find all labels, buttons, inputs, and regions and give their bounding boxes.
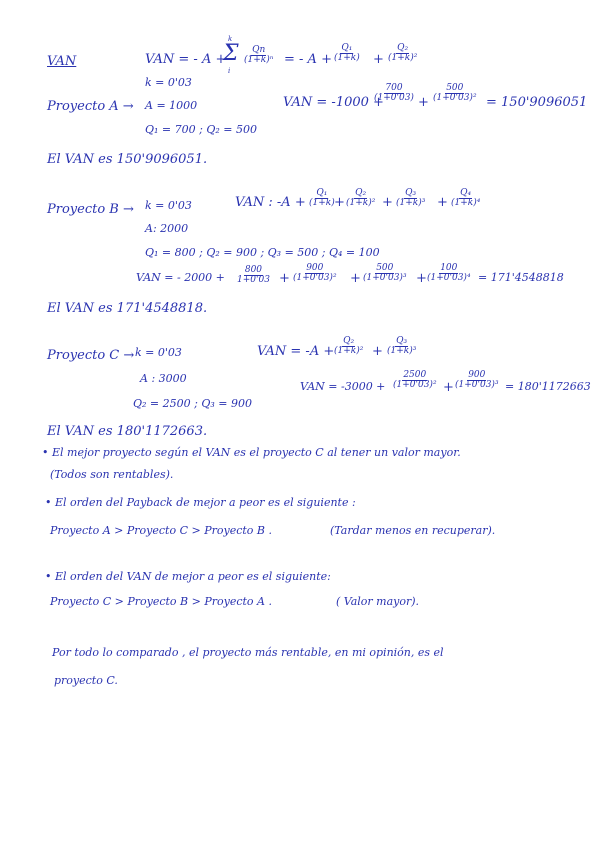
project-a-conclusion: El VAN es 150'9096051.	[47, 152, 208, 167]
plus-sign: +	[382, 195, 393, 210]
project-c-formula-frac-3-den: (1+k)³	[387, 346, 417, 357]
formula-fraction-1	[333, 44, 361, 64]
project-a-fraction-1-den: (1+0'03)	[374, 93, 414, 104]
project-b-fraction-3	[362, 264, 408, 284]
project-b-formula-frac-1-num: Q₁	[316, 188, 328, 198]
project-c-investment: A : 3000	[140, 372, 187, 385]
project-a-cashflows: Q₁ = 700 ; Q₂ = 500	[145, 123, 257, 136]
project-c-van-lhs: VAN = -3000 +	[300, 380, 386, 393]
project-b-fraction-2-num: 900	[306, 263, 324, 273]
project-c-formula-frac-3-num: Q₃	[396, 336, 408, 346]
formula-fraction-1-den: (1+k)	[334, 53, 360, 64]
project-b-formula-frac-2-den: (1+k)²	[346, 198, 376, 209]
project-c-formula-frac-2-den: (1+k)²	[334, 346, 364, 357]
project-b-formula-frac-1-den: (1+k)	[309, 198, 335, 209]
sum-denominator: (1+k)ⁿ	[244, 55, 274, 66]
plus-sign: +	[418, 95, 429, 110]
project-c-formula-lhs: VAN = -A +	[257, 344, 335, 359]
project-b-cashflows: Q₁ = 800 ; Q₂ = 900 ; Q₃ = 500 ; Q₄ = 100	[145, 246, 380, 259]
project-b-fraction-2-den: (1+0'03)²	[293, 273, 337, 284]
project-b-van-result: = 171'4548818	[478, 271, 564, 284]
project-b-formula-frac-4-num: Q₄	[460, 188, 472, 198]
project-b-fraction-1-num: 800	[244, 265, 263, 275]
van-formula-lhs: VAN = - A +	[145, 52, 227, 67]
project-a-investment: A = 1000	[145, 99, 198, 112]
plus-sign: +	[443, 380, 454, 395]
final-conclusion-line-1: Por todo lo comparado , el proyecto más rentable, en mi opinión, es el	[52, 646, 444, 659]
project-a-van-lhs: VAN = -1000 +	[283, 95, 384, 110]
project-b-van-lhs: VAN = - 2000 +	[136, 271, 225, 284]
project-a-fraction-1-num: 700	[385, 83, 403, 93]
project-c-formula-frac-2	[333, 337, 364, 357]
project-a-fraction-2-den: (1+0'03)²	[433, 93, 477, 104]
note-all-profitable: (Todos son rentables).	[50, 468, 174, 481]
project-b-fraction-3-num: 500	[376, 263, 394, 273]
plus-sign: +	[279, 271, 290, 286]
project-b-formula-frac-4-den: (1+k)⁴	[451, 198, 481, 209]
sum-numerator: Qn	[252, 45, 266, 55]
project-c-label: Proyecto C →	[47, 348, 135, 363]
project-b-fraction-1	[236, 266, 271, 286]
plus-sign: +	[334, 195, 345, 210]
sigma-symbol: Σ	[223, 41, 239, 66]
formula-fraction-2	[387, 44, 418, 64]
project-b-formula-frac-3-num: Q₃	[405, 188, 417, 198]
project-b-fraction-4-den: (1+0'03)⁴	[427, 273, 471, 284]
note-van-criterion: ( Valor mayor).	[336, 595, 420, 608]
project-b-fraction-4	[426, 264, 472, 284]
project-c-fraction-3-den: (1+0'03)³	[455, 380, 499, 391]
project-b-conclusion: El VAN es 171'4548818.	[47, 301, 208, 316]
plus-sign: +	[437, 195, 448, 210]
project-c-rate: k = 0'03	[135, 346, 182, 359]
plus-sign: +	[373, 52, 384, 67]
project-a-label: Proyecto A →	[47, 99, 134, 114]
project-a-rate: k = 0'03	[145, 76, 192, 89]
project-b-fraction-1-den: 1+0'03	[237, 275, 270, 286]
sum-fraction	[243, 46, 274, 66]
plus-sign: +	[416, 271, 427, 286]
formula-fraction-1-num: Q₁	[341, 43, 353, 53]
project-a-fraction-2	[432, 84, 478, 104]
project-b-formula-frac-2-num: Q₂	[355, 188, 367, 198]
note-best-project: • El mejor proyecto según el VAN es el proyecto C al tener un valor mayor.	[42, 446, 461, 459]
project-b-formula-frac-3	[395, 189, 426, 209]
final-conclusion-line-2: proyecto C.	[54, 674, 118, 687]
note-payback-order: Proyecto A > Proyecto C > Proyecto B .	[50, 524, 272, 537]
project-c-formula-frac-3	[386, 337, 417, 357]
project-a-fraction-1	[373, 84, 415, 104]
plus-sign: +	[372, 344, 383, 359]
plus-sign: +	[350, 271, 361, 286]
project-b-formula-frac-3-den: (1+k)³	[396, 198, 426, 209]
project-a-fraction-2-num: 500	[446, 83, 464, 93]
project-b-fraction-2	[292, 264, 338, 284]
heading-van: VAN	[47, 54, 77, 69]
project-a-van-result: = 150'9096051	[486, 95, 588, 110]
project-c-fraction-2-den: (1+0'03)²	[393, 380, 437, 391]
project-b-label: Proyecto B →	[47, 202, 134, 217]
project-c-fraction-2-num: 2500	[403, 370, 427, 380]
formula-fraction-2-num: Q₂	[397, 43, 409, 53]
project-b-investment: A: 2000	[145, 222, 189, 235]
project-b-fraction-4-num: 100	[440, 263, 458, 273]
project-c-van-result: = 180'1172663	[505, 380, 591, 393]
project-c-conclusion: El VAN es 180'1172663.	[47, 424, 208, 439]
project-b-formula-frac-2	[345, 189, 376, 209]
project-c-cashflows: Q₂ = 2500 ; Q₃ = 900	[133, 397, 252, 410]
project-c-fraction-3	[454, 371, 500, 391]
note-van-order: Proyecto C > Proyecto B > Proyecto A .	[50, 595, 272, 608]
note-payback-criterion: (Tardar menos en recuperar).	[330, 524, 496, 537]
project-b-rate: k = 0'03	[145, 199, 192, 212]
project-b-fraction-3-den: (1+0'03)³	[363, 273, 407, 284]
note-payback-order-intro: • El orden del Payback de mejor a peor es el siguiente :	[45, 496, 356, 509]
sigma-upper-limit: k	[228, 35, 233, 43]
note-van-order-intro: • El orden del VAN de mejor a peor es el siguiente:	[45, 570, 331, 583]
van-formula-mid: = - A +	[284, 52, 332, 67]
project-b-formula-lhs: VAN : -A +	[235, 195, 306, 210]
formula-fraction-2-den: (1+k)²	[388, 53, 418, 64]
project-c-formula-frac-2-num: Q₂	[343, 336, 355, 346]
sigma-lower-limit: i	[228, 67, 231, 75]
project-b-formula-frac-4	[450, 189, 481, 209]
project-b-formula-frac-1	[308, 189, 336, 209]
project-c-fraction-3-num: 900	[468, 370, 486, 380]
project-c-fraction-2	[392, 371, 438, 391]
